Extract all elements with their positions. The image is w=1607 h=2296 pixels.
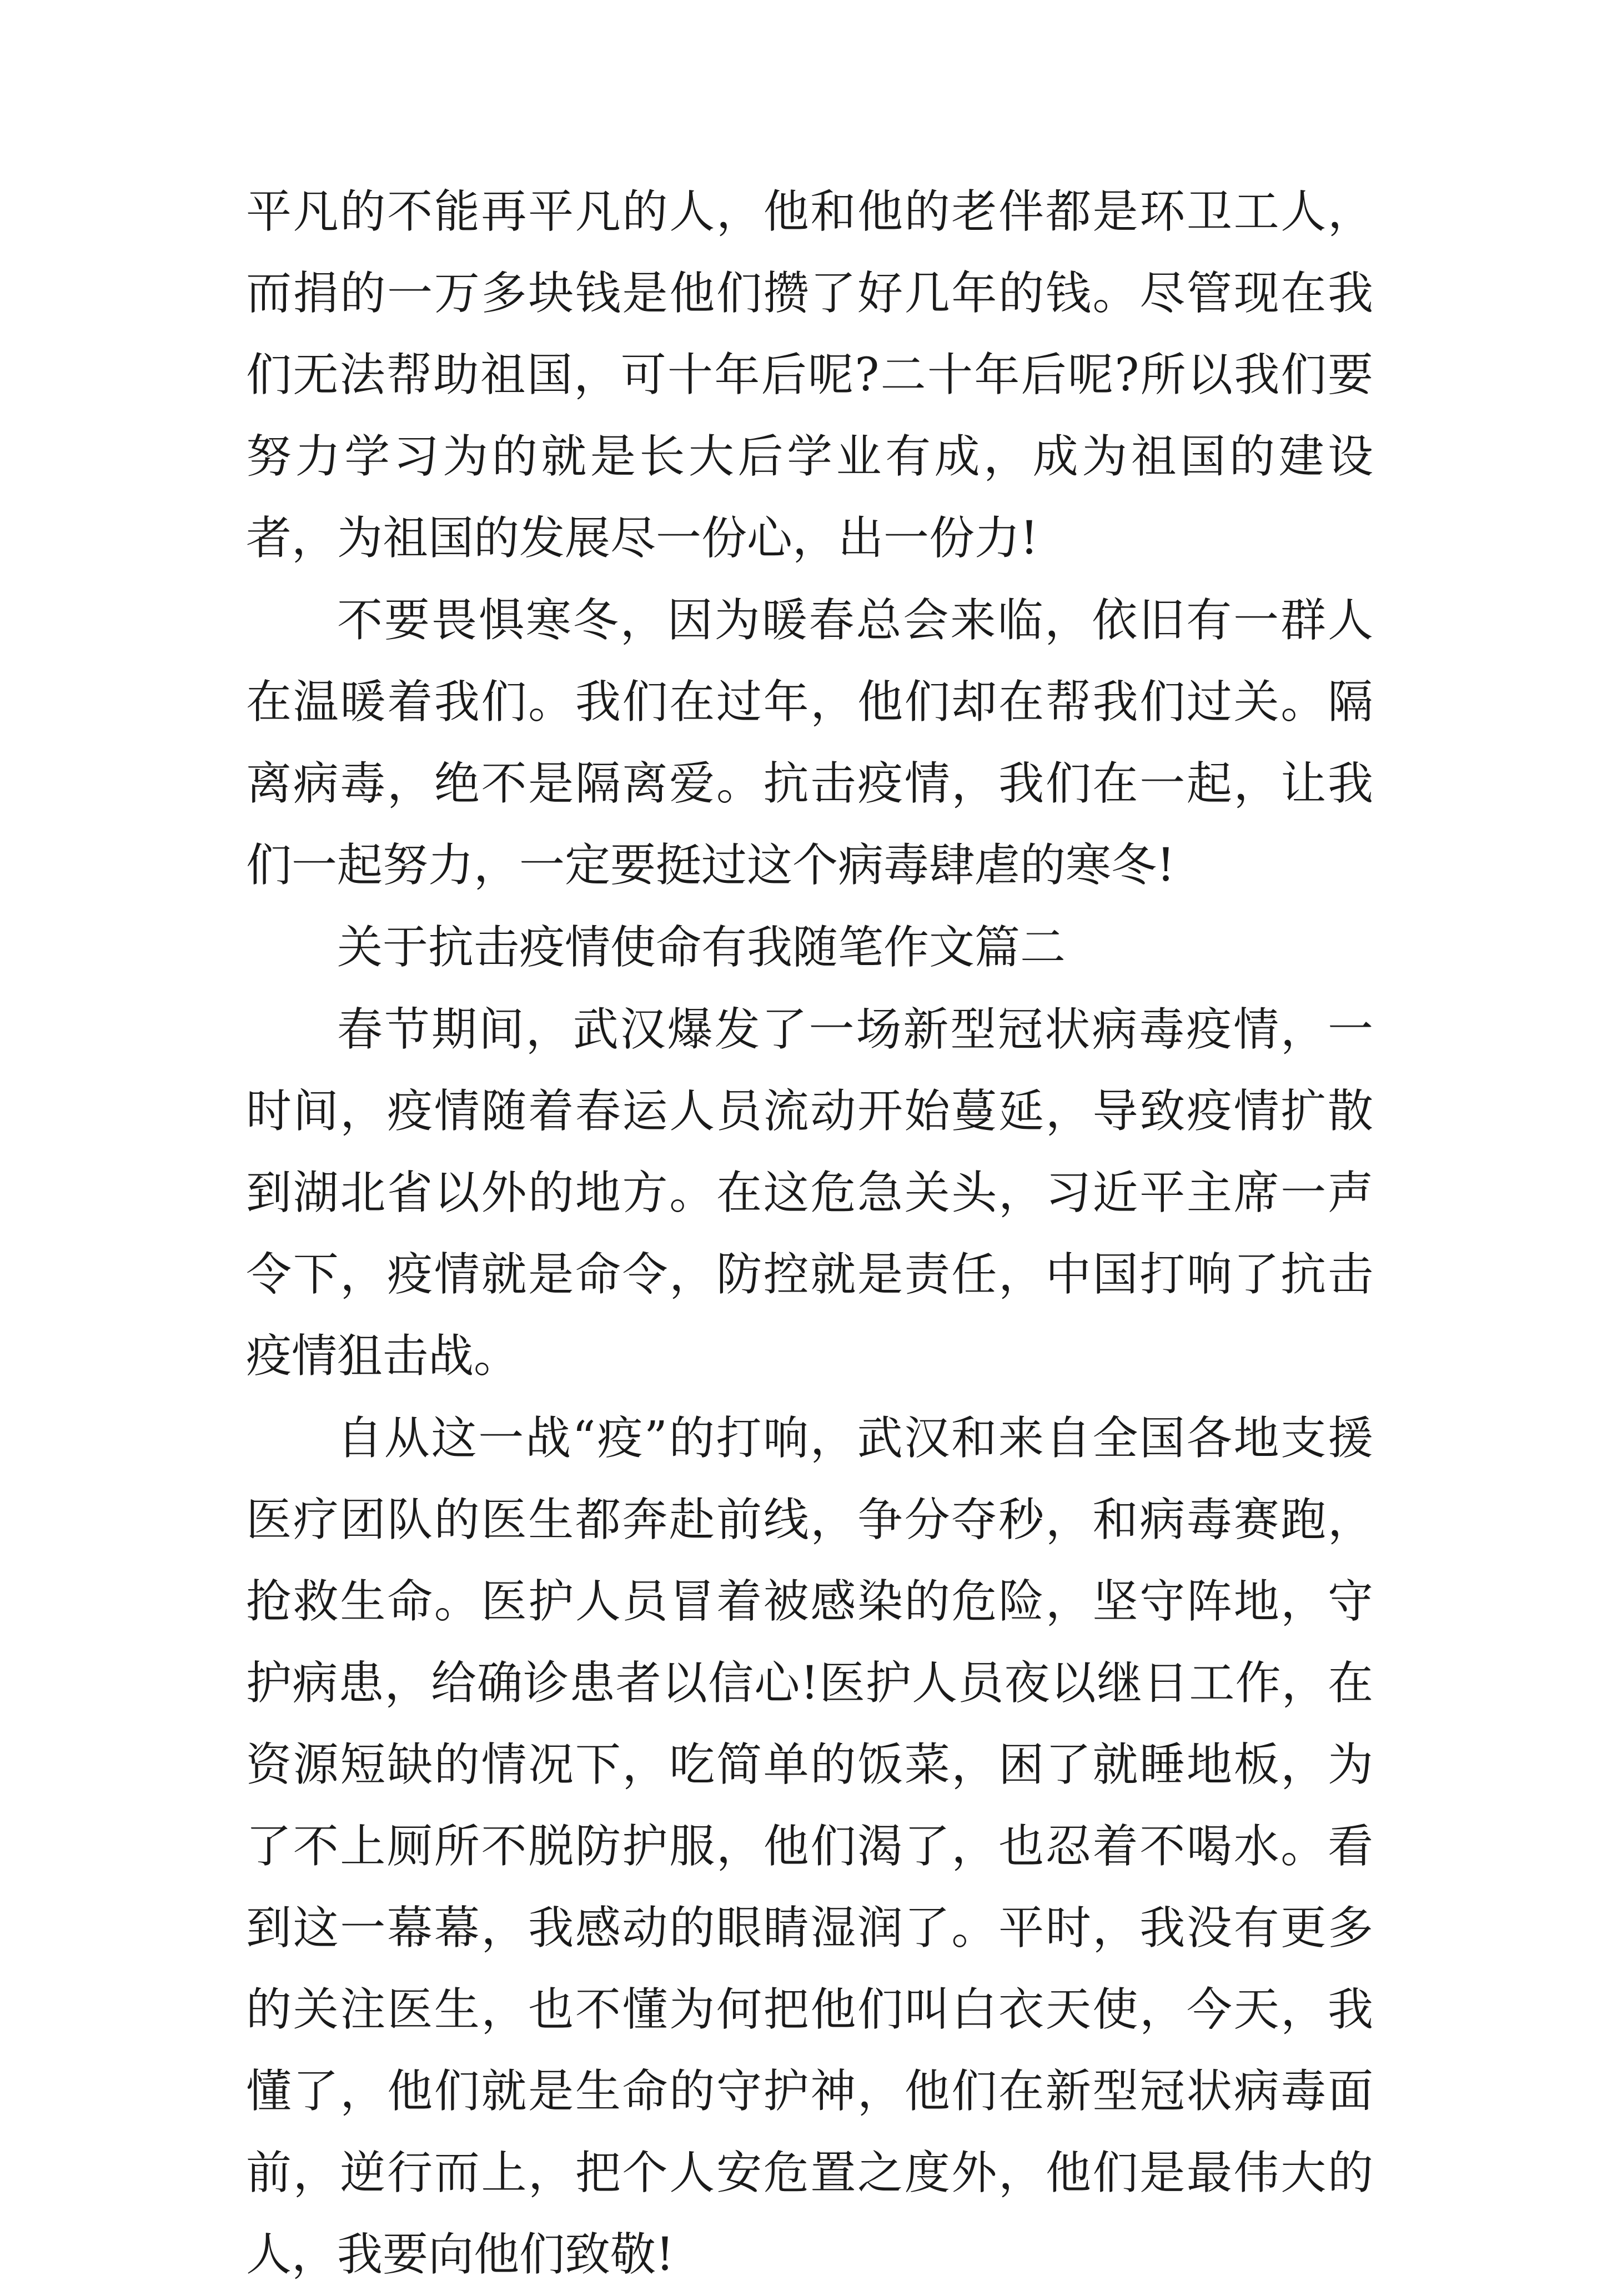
section-heading: 关于抗击疫情使命有我随笔作文篇二	[337, 921, 1066, 974]
paragraph-continuation: 平凡的不能再平凡的人，他和他的老伴都是环卫工人，而捐的一万多块钱是他们攒了好几年的钱。尽管现在我们无法帮助祖国，可十年后呢?二十年后呢?所以我们要努力学习为的就是长大后学业有成，成为祖国的建设者，为祖国的发展尽一份心，出一份力!	[246, 185, 1373, 565]
paragraph-spring-festival: 春节期间，武汉爆发了一场新型冠状病毒疫情，一时间，疫情随着春运人员流动开始蔓延，导致疫情扩散到湖北省以外的地方。在这危急关头，习近平主席一声令下，疫情就是命令，防控就是责任，中国打响了抗击疫情狙击战。	[246, 1003, 1373, 1383]
document-body	[246, 171, 1373, 2296]
paragraph-medical-staff: 自从这一战“疫”的打响，武汉和来自全国各地支援医疗团队的医生都奔赴前线，争分夺秒，和病毒赛跑，抢救生命。医护人员冒着被感染的危险，坚守阵地，守护病患，给确诊患者以信心!医护人员夜以继日工作，在资源短缺的情况下，吃简单的饭菜，困了就睡地板，为了不上厕所不脱防护服，他们渴了，也忍着不喝水。看到这一幕幕，我感动的眼睛湿润了。平时，我没有更多的关注医生，也不懂为何把他们叫白衣天使，今天，我懂了，他们就是生命的守护神，他们在新型冠状病毒面前，逆行而上，把个人安危置之度外，他们是最伟大的人，我要向他们致敬!	[246, 1412, 1373, 2281]
paragraph-winter: 不要畏惧寒冬，因为暖春总会来临，依旧有一群人在温暖着我们。我们在过年，他们却在帮我们过关。隔离病毒，绝不是隔离爱。抗击疫情，我们在一起，让我们一起努力，一定要挺过这个病毒肆虐的寒冬!	[246, 594, 1373, 892]
